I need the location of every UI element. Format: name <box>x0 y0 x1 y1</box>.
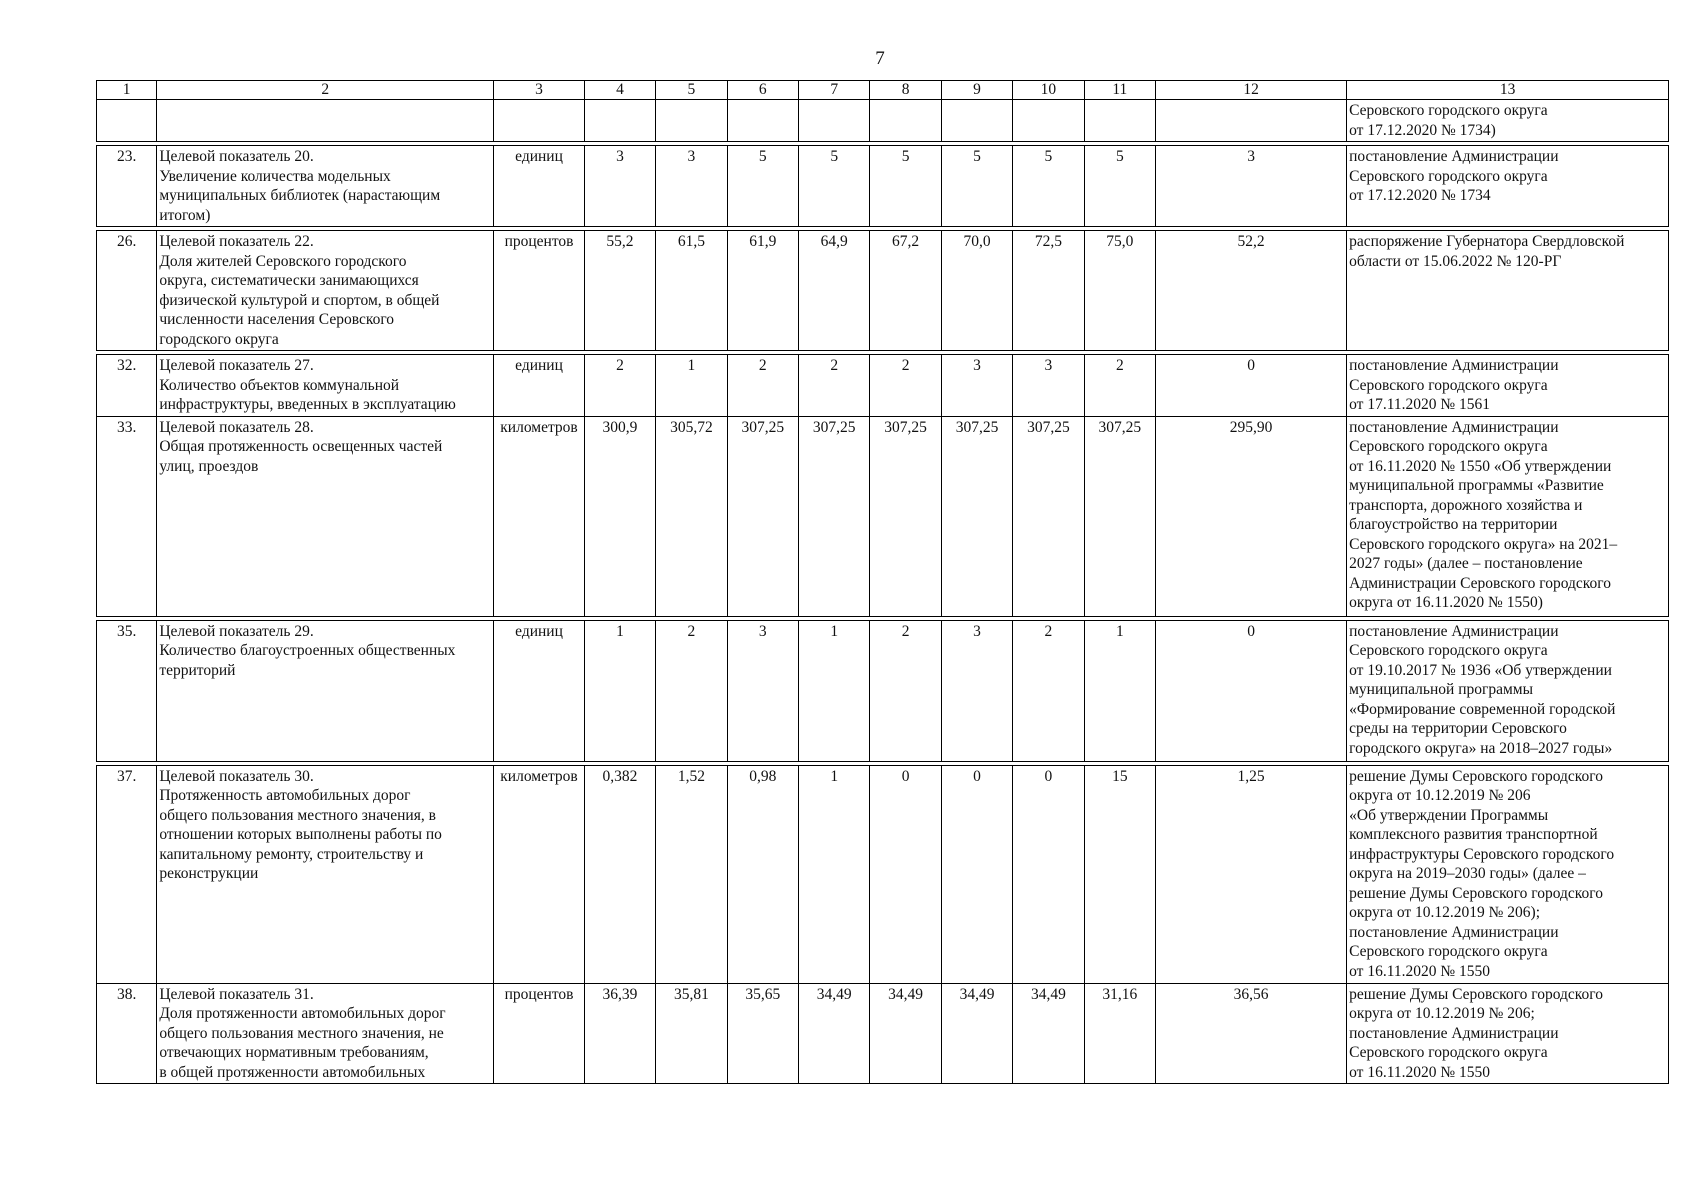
indicator-name: Целевой показатель 27. Количество объектов коммунальной инфраструктуры, введенных в эксплуатацию <box>157 355 494 417</box>
column-header-10: 10 <box>1013 81 1084 100</box>
unit-cell <box>494 100 585 142</box>
row-number: 26. <box>97 231 157 351</box>
value-cell-6: 61,9 <box>727 231 798 351</box>
column-header-13: 13 <box>1347 81 1669 100</box>
table-row <box>97 100 1669 142</box>
unit-cell: единиц <box>494 620 585 761</box>
value-cell-9 <box>941 100 1012 142</box>
value-cell-12: 3 <box>1156 146 1347 227</box>
row-number: 33. <box>97 416 157 616</box>
table-body <box>97 100 1669 1084</box>
value-cell-4: 36,39 <box>584 983 655 1084</box>
value-cell-8: 2 <box>870 620 941 761</box>
value-cell-4: 2 <box>584 355 655 417</box>
source-document: распоряжение Губернатора Свердловской области от 15.06.2022 № 120-РГ <box>1347 231 1669 351</box>
value-cell-11: 1 <box>1084 620 1155 761</box>
value-cell-10: 0 <box>1013 765 1084 983</box>
value-cell-9: 70,0 <box>941 231 1012 351</box>
value-cell-12: 0 <box>1156 620 1347 761</box>
indicator-name: Целевой показатель 20. Увеличение количества модельных муниципальных библиотек (нарастающим итогом) <box>157 146 494 227</box>
value-cell-8: 5 <box>870 146 941 227</box>
row-number: 37. <box>97 765 157 983</box>
source-document: постановление Администрации Серовского городского округа от 19.10.2017 № 1936 «Об утверждении муниципальной программы «Формирование современной городской среды на территории Серовского городского округа» на 2018–2027 годы» <box>1347 620 1669 761</box>
source-document: решение Думы Серовского городского округа от 10.12.2019 № 206 «Об утверждении Программы комплексного развития транспортной инфраструктуры Серовского городского округа на 2019–2030 годы» (далее – решение Думы Серовского городского округа от 10.12.2019 № 206); постановление Администрации Серовского городского округа от 16.11.2020 № 1550 <box>1347 765 1669 983</box>
row-number: 32. <box>97 355 157 417</box>
unit-cell: процентов <box>494 983 585 1084</box>
unit-cell: процентов <box>494 231 585 351</box>
value-cell-5: 1,52 <box>656 765 727 983</box>
value-cell-7: 64,9 <box>799 231 870 351</box>
value-cell-8: 67,2 <box>870 231 941 351</box>
value-cell-5: 2 <box>656 620 727 761</box>
value-cell-9: 34,49 <box>941 983 1012 1084</box>
value-cell-7 <box>799 100 870 142</box>
value-cell-7: 307,25 <box>799 416 870 616</box>
value-cell-5: 3 <box>656 146 727 227</box>
column-header-9: 9 <box>941 81 1012 100</box>
value-cell-5: 35,81 <box>656 983 727 1084</box>
value-cell-8: 0 <box>870 765 941 983</box>
value-cell-9: 3 <box>941 620 1012 761</box>
value-cell-8: 34,49 <box>870 983 941 1084</box>
column-header-8: 8 <box>870 81 941 100</box>
column-header-12: 12 <box>1156 81 1347 100</box>
value-cell-4: 300,9 <box>584 416 655 616</box>
value-cell-11: 15 <box>1084 765 1155 983</box>
indicator-name: Целевой показатель 29. Количество благоустроенных общественных территорий <box>157 620 494 761</box>
column-header-11: 11 <box>1084 81 1155 100</box>
value-cell-12 <box>1156 100 1347 142</box>
value-cell-12: 36,56 <box>1156 983 1347 1084</box>
unit-cell: единиц <box>494 355 585 417</box>
value-cell-5: 61,5 <box>656 231 727 351</box>
source-document: постановление Администрации Серовского городского округа от 16.11.2020 № 1550 «Об утверждении муниципальной программы «Развитие транспорта, дорожного хозяйства и благоустройство на территории Серовского городского округа» на 2021– 2027 годы» (далее – постановление Администрации Серовского городского округа от 16.11.2020 № 1550) <box>1347 416 1669 616</box>
row-number: 23. <box>97 146 157 227</box>
indicator-name: Целевой показатель 22. Доля жителей Серовского городского округа, систематически занимающихся физической культурой и спортом, в общей численности населения Серовского городского округа <box>157 231 494 351</box>
value-cell-4: 55,2 <box>584 231 655 351</box>
source-document: постановление Администрации Серовского городского округа от 17.11.2020 № 1561 <box>1347 355 1669 417</box>
indicator-name: Целевой показатель 31. Доля протяженности автомобильных дорог общего пользования местного значения, не отвечающих нормативным требованиям, в общей протяженности автомобильных <box>157 983 494 1084</box>
row-number: 35. <box>97 620 157 761</box>
unit-cell: километров <box>494 765 585 983</box>
value-cell-4: 1 <box>584 620 655 761</box>
column-header-3: 3 <box>494 81 585 100</box>
table-row <box>97 620 1669 761</box>
value-cell-8 <box>870 100 941 142</box>
value-cell-7: 1 <box>799 765 870 983</box>
source-document: Серовского городского округа от 17.12.2020 № 1734) <box>1347 100 1669 142</box>
value-cell-11: 31,16 <box>1084 983 1155 1084</box>
value-cell-6: 307,25 <box>727 416 798 616</box>
value-cell-6: 5 <box>727 146 798 227</box>
column-header-7: 7 <box>799 81 870 100</box>
column-header-5: 5 <box>656 81 727 100</box>
value-cell-4 <box>584 100 655 142</box>
table-row <box>97 983 1669 1084</box>
value-cell-7: 34,49 <box>799 983 870 1084</box>
value-cell-11: 5 <box>1084 146 1155 227</box>
value-cell-10: 307,25 <box>1013 416 1084 616</box>
value-cell-8: 2 <box>870 355 941 417</box>
value-cell-12: 0 <box>1156 355 1347 417</box>
value-cell-6: 2 <box>727 355 798 417</box>
value-cell-10: 2 <box>1013 620 1084 761</box>
table-row <box>97 765 1669 983</box>
indicator-name: Целевой показатель 30. Протяженность автомобильных дорог общего пользования местного значения, в отношении которых выполнены работы по капитальному ремонту, строительству и реконструкции <box>157 765 494 983</box>
page-number: 7 <box>875 48 885 69</box>
value-cell-7: 2 <box>799 355 870 417</box>
value-cell-9: 0 <box>941 765 1012 983</box>
table-row <box>97 355 1669 417</box>
value-cell-5: 305,72 <box>656 416 727 616</box>
unit-cell: километров <box>494 416 585 616</box>
row-number: 38. <box>97 983 157 1084</box>
value-cell-6: 3 <box>727 620 798 761</box>
value-cell-6 <box>727 100 798 142</box>
value-cell-7: 1 <box>799 620 870 761</box>
value-cell-9: 5 <box>941 146 1012 227</box>
value-cell-5 <box>656 100 727 142</box>
value-cell-5: 1 <box>656 355 727 417</box>
value-cell-10: 72,5 <box>1013 231 1084 351</box>
value-cell-11 <box>1084 100 1155 142</box>
value-cell-12: 1,25 <box>1156 765 1347 983</box>
value-cell-6: 35,65 <box>727 983 798 1084</box>
column-header-2: 2 <box>157 81 494 100</box>
value-cell-12: 52,2 <box>1156 231 1347 351</box>
indicators-table <box>96 80 1669 1084</box>
value-cell-6: 0,98 <box>727 765 798 983</box>
value-cell-9: 307,25 <box>941 416 1012 616</box>
value-cell-10 <box>1013 100 1084 142</box>
row-number <box>97 100 157 142</box>
value-cell-11: 75,0 <box>1084 231 1155 351</box>
indicator-name: Целевой показатель 28. Общая протяженность освещенных частей улиц, проездов <box>157 416 494 616</box>
value-cell-10: 34,49 <box>1013 983 1084 1084</box>
header-row <box>97 81 1669 100</box>
column-header-1: 1 <box>97 81 157 100</box>
column-header-6: 6 <box>727 81 798 100</box>
table-row <box>97 416 1669 616</box>
value-cell-10: 5 <box>1013 146 1084 227</box>
value-cell-8: 307,25 <box>870 416 941 616</box>
source-document: постановление Администрации Серовского городского округа от 17.12.2020 № 1734 <box>1347 146 1669 227</box>
source-document: решение Думы Серовского городского округа от 10.12.2019 № 206; постановление Администрации Серовского городского округа от 16.11.2020 № 1550 <box>1347 983 1669 1084</box>
value-cell-4: 3 <box>584 146 655 227</box>
table-row <box>97 231 1669 351</box>
value-cell-11: 307,25 <box>1084 416 1155 616</box>
table-row <box>97 146 1669 227</box>
column-header-4: 4 <box>584 81 655 100</box>
value-cell-10: 3 <box>1013 355 1084 417</box>
unit-cell: единиц <box>494 146 585 227</box>
value-cell-11: 2 <box>1084 355 1155 417</box>
value-cell-9: 3 <box>941 355 1012 417</box>
indicator-name <box>157 100 494 142</box>
value-cell-4: 0,382 <box>584 765 655 983</box>
value-cell-7: 5 <box>799 146 870 227</box>
value-cell-12: 295,90 <box>1156 416 1347 616</box>
